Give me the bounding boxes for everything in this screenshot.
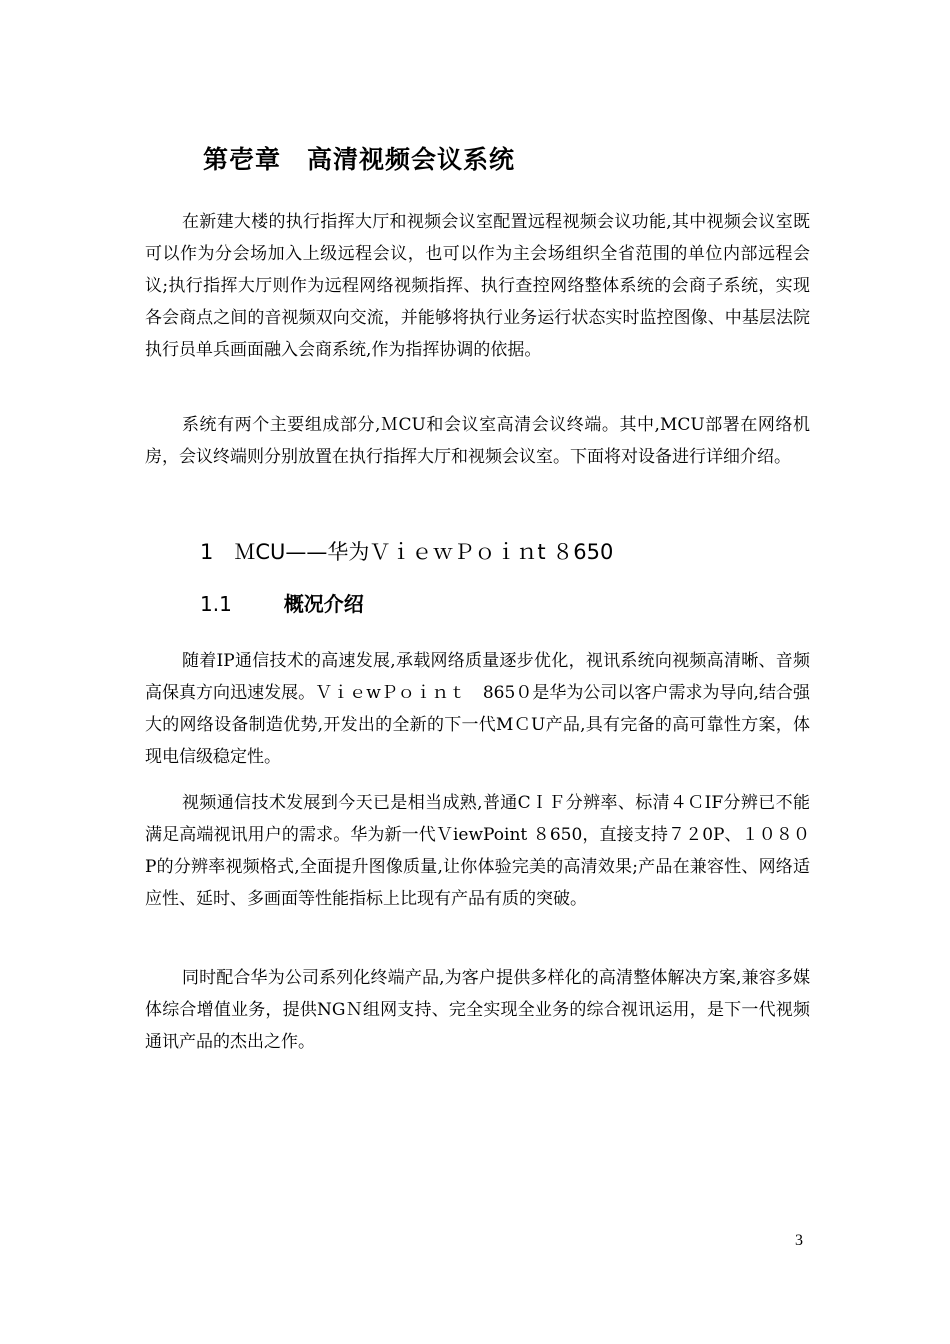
body-paragraph-1: 随着IP通信技术的高速发展,承载网络质量逐步优化，视讯系统向视频高清晰、音频高保真方向迅速发展。ＶｉｅwＰｏｉｎｔ 865０是华为公司以客户需求为导向,结合强大的网络设备制造优势,开发出的全新的下一代MＣU产品,具有完备的高可靠性方案，体现电信级稳定性。	[145, 651, 810, 767]
section-heading-1: 1 ＭCU——华为ＶｉｅｗＰｏｉｎt ８650	[200, 540, 614, 564]
intro-paragraph-2: 系统有两个主要组成部分,ＭCU和会议室高清会议终端。其中,MCU部署在网络机房，会议终端则分别放置在执行指挥大厅和视频会议室。下面将对设备进行详细介绍。	[145, 415, 810, 467]
body-paragraph-2: 视频通信技术发展到今天已是相当成熟,普通CＩＦ分辨率、标清４ＣIF分辨已不能满足高端视讯用户的需求。华为新一代ＶiewPoint ８650，直接支持７２0P、１０８０P的分辨率视频格式,全面提升图像质量,让你体验完美的高清效果;产品在兼容性、网络适应性、延时、多画面等性能指标上比现有产品有质的突破。	[145, 793, 810, 909]
page-number: 3	[795, 1232, 803, 1249]
section-title: 概况介绍	[283, 592, 364, 616]
section-number: 1.1	[200, 592, 232, 616]
intro-paragraph-1: 在新建大楼的执行指挥大厅和视频会议室配置远程视频会议功能,其中视频会议室既可以作为分会场加入上级远程会议，也可以作为主会场组织全省范围的单位内部远程会议;执行指挥大厅则作为远程网络视频指挥、执行查控网络整体系统的会商子系统，实现各会商点之间的音视频双向交流，并能够将执行业务运行状态实时监控图像、中基层法院执行员单兵画面融入会商系统,作为指挥协调的依据。	[145, 212, 810, 360]
section-heading-1-1	[200, 588, 364, 617]
chapter-title: 第壱章 高清视频会议系统	[203, 145, 516, 174]
body-paragraph-3: 同时配合华为公司系列化终端产品,为客户提供多样化的高清整体解决方案,兼容多媒体综合增值业务，提供NGＮ组网支持、完全实现全业务的综合视讯运用，是下一代视频通讯产品的杰出之作。	[145, 968, 810, 1052]
